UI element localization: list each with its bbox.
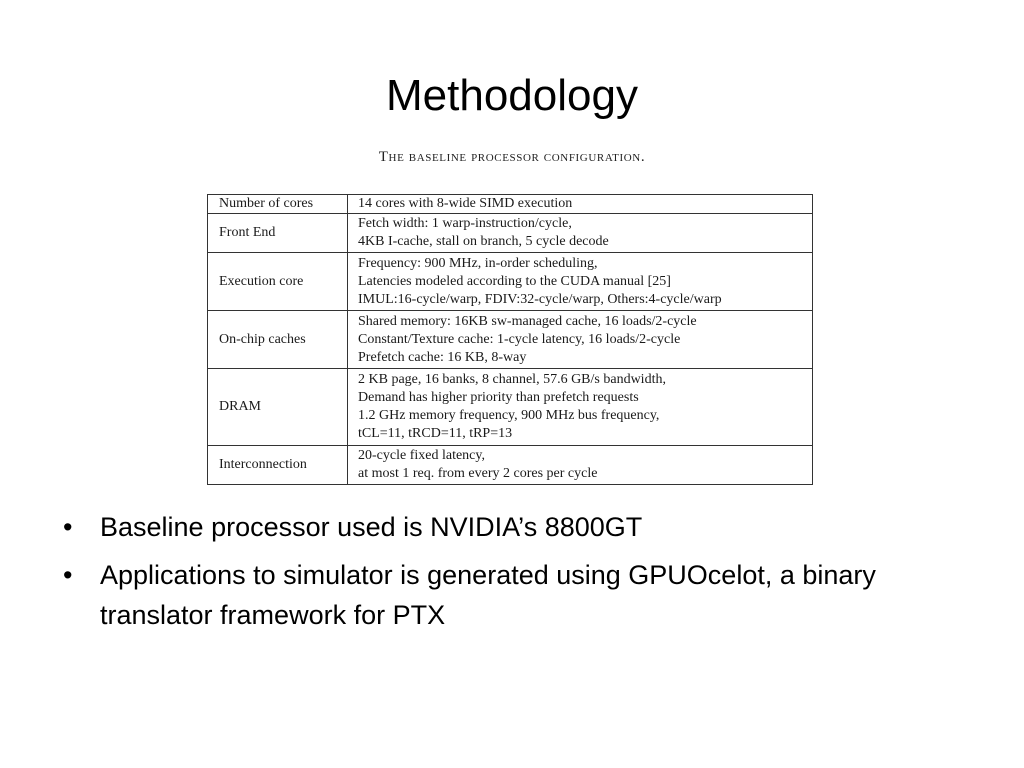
table-row-value	[348, 369, 813, 446]
table-row	[208, 311, 813, 369]
table-row-value	[348, 214, 813, 253]
table-row-label: On-chip caches	[208, 311, 348, 369]
table-value-line: Frequency: 900 MHz, in-order scheduling,	[358, 255, 598, 271]
table-row-value	[348, 446, 813, 485]
table-row	[208, 195, 813, 214]
table-value-line: 1.2 GHz memory frequency, 900 MHz bus frequency,	[358, 408, 660, 423]
table-row-label: DRAM	[208, 369, 348, 446]
table-value-line: IMUL:16-cycle/warp, FDIV:32-cycle/warp, Others:4-cycle/warp	[358, 291, 722, 307]
table-row-value	[348, 195, 813, 214]
table-value-line: 2 KB page, 16 banks, 8 channel, 57.6 GB/s bandwidth,	[358, 372, 666, 387]
bullet-icon: •	[63, 560, 73, 590]
table-value-line: 4KB I-cache, stall on branch, 5 cycle decode	[358, 234, 609, 249]
table-value-line: Fetch width: 1 warp-instruction/cycle,	[358, 216, 572, 231]
table-value-line: Demand has higher priority than prefetch requests	[358, 390, 639, 405]
table-value-line: Shared memory: 16KB sw-managed cache, 16 loads/2-cycle	[358, 313, 697, 329]
bullet-item	[60, 507, 960, 547]
table-row	[208, 214, 813, 253]
table-row-label: Number of cores	[208, 195, 348, 214]
table-caption: The baseline processor configuration.	[378, 149, 646, 165]
bullet-text: Baseline processor used is NVIDIA’s 8800GT	[100, 512, 643, 542]
table-row-label: Execution core	[208, 253, 348, 311]
table-row-label: Interconnection	[208, 446, 348, 485]
bullet-item	[60, 555, 960, 635]
bullet-text: Applications to simulator is generated using GPUOcelot, a binary translator framework for PTX	[100, 560, 876, 630]
page-title: Methodology	[386, 71, 638, 120]
table-value-line: tCL=11, tRCD=11, tRP=13	[358, 426, 513, 441]
table-value-line: 14 cores with 8-wide SIMD execution	[358, 196, 573, 211]
table-value-line: Constant/Texture cache: 1-cycle latency, 16 loads/2-cycle	[358, 331, 681, 347]
table-row	[208, 369, 813, 446]
table-value-line: Prefetch cache: 16 KB, 8-way	[358, 349, 527, 365]
table-row-label: Front End	[208, 214, 348, 253]
table-row	[208, 446, 813, 485]
table-value-line: 20-cycle fixed latency,	[358, 448, 485, 463]
table-row	[208, 253, 813, 311]
bullet-list	[60, 507, 960, 643]
table-row-value	[348, 311, 813, 369]
table-value-line: at most 1 req. from every 2 cores per cycle	[358, 466, 598, 481]
table-row-value	[348, 253, 813, 311]
bullet-icon: •	[63, 512, 73, 542]
processor-config-table	[207, 194, 813, 485]
table-value-line: Latencies modeled according to the CUDA manual [25]	[358, 273, 671, 289]
